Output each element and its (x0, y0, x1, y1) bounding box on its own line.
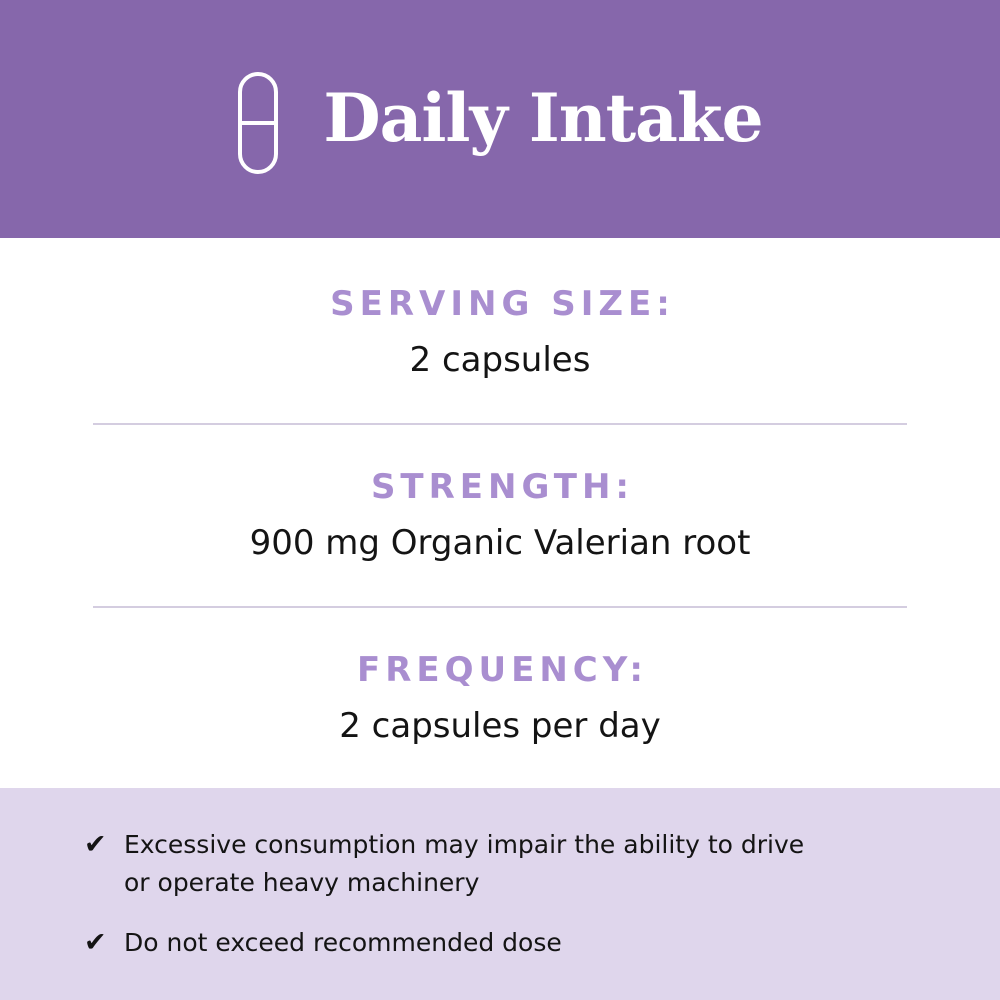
strength-label: STRENGTH: (370, 467, 635, 507)
warning-text-line: Excessive consumption may impair the ability to drive (124, 830, 805, 859)
warning-text (124, 826, 804, 902)
strength-section (0, 467, 1000, 563)
serving-size-label: SERVING SIZE: (330, 284, 675, 324)
divider (93, 423, 907, 425)
warning-item (84, 826, 924, 902)
frequency-label: FREQUENCY: (356, 650, 649, 690)
warning-item (84, 924, 924, 962)
frequency-section (0, 650, 1000, 746)
warning-text-line: or operate heavy machinery (124, 868, 480, 897)
checkmark-icon: ✔ (84, 927, 107, 958)
serving-size-section (0, 284, 1000, 380)
serving-size-value: 2 capsules (409, 340, 591, 380)
divider (93, 606, 907, 608)
header-banner (0, 0, 1000, 238)
capsule-icon (237, 71, 279, 175)
warning-text-line: Do not exceed recommended dose (124, 928, 562, 957)
page-title: Daily Intake (323, 79, 763, 157)
strength-value: 900 mg Organic Valerian root (249, 523, 751, 563)
frequency-value: 2 capsules per day (339, 706, 661, 746)
warning-text (124, 924, 562, 962)
checkmark-icon: ✔ (84, 829, 107, 860)
